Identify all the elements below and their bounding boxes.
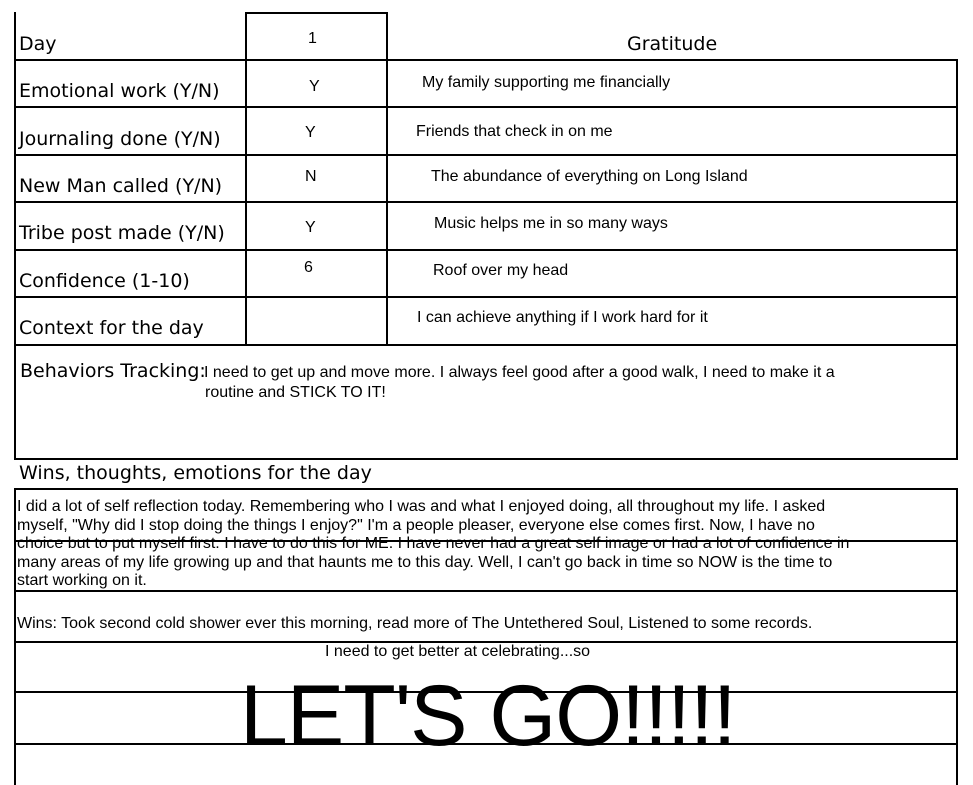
gratitude-item-3: The abundance of everything on Long Island xyxy=(431,168,748,185)
wins-line: Wins: Took second cold shower ever this morning, read more of The Untethered Soul, Listened to some records. xyxy=(17,615,813,632)
reflection-line-2: myself, "Why did I stop doing the things I enjoy?" I'm a people pleaser, everyone else comes first. Now, I have no xyxy=(17,516,815,534)
grid-line xyxy=(14,344,958,346)
grid-line xyxy=(386,12,388,346)
reflection-line-4: many areas of my life growing up and that haunts me to this day. Well, I can't go back in time so NOW is the time to xyxy=(17,553,833,571)
day-label: Day xyxy=(19,33,57,55)
reflection-line-5: start working on it. xyxy=(17,572,147,589)
emotional-work-value: Y xyxy=(309,78,320,95)
tribe-post-label: Tribe post made (Y/N) xyxy=(19,222,225,244)
day-value: 1 xyxy=(308,30,317,47)
tribe-post-value: Y xyxy=(305,219,316,236)
gratitude-item-4: Music helps me in so many ways xyxy=(434,215,668,232)
gratitude-item-2: Friends that check in on me xyxy=(416,123,613,140)
gratitude-item-1: My family supporting me financially xyxy=(422,74,671,91)
context-label: Context for the day xyxy=(19,317,204,339)
gratitude-item-6: I can achieve anything if I work hard for it xyxy=(417,309,708,326)
grid-line xyxy=(14,201,958,203)
grid-line xyxy=(14,296,958,298)
grid-line xyxy=(956,59,958,460)
grid-line xyxy=(14,249,958,251)
journaling-value: Y xyxy=(305,124,316,141)
behaviors-text-line-1: I need to get up and move more. I always feel good after a good walk, I need to make it a xyxy=(204,364,835,381)
grid-line xyxy=(14,59,958,61)
grid-line xyxy=(14,154,958,156)
reflection-line-3: choice but to put myself first. I have to do this for ME. I have never had a great self image or had a lot of confidence in xyxy=(17,535,850,552)
new-man-called-label: New Man called (Y/N) xyxy=(19,175,223,197)
journaling-label: Journaling done (Y/N) xyxy=(19,128,221,150)
gratitude-heading: Gratitude xyxy=(627,33,718,55)
confidence-value: 6 xyxy=(304,259,313,276)
reflection-paragraph xyxy=(17,497,957,591)
new-man-called-value: N xyxy=(305,168,317,185)
grid-line xyxy=(14,488,16,785)
behaviors-label: Behaviors Tracking: xyxy=(20,360,206,382)
confidence-label: Confidence (1-10) xyxy=(19,270,190,292)
grid-line xyxy=(14,488,958,490)
grid-line xyxy=(245,12,388,14)
lets-go-text: LET'S GO!!!!! xyxy=(240,668,736,764)
grid-line xyxy=(245,12,247,346)
gratitude-item-5: Roof over my head xyxy=(433,262,569,279)
reflection-line-1: I did a lot of self reflection today. Remembering who I was and what I enjoyed doing, all throughout my life. I asked xyxy=(17,498,826,515)
wins-heading: Wins, thoughts, emotions for the day xyxy=(19,462,372,484)
grid-line xyxy=(14,106,958,108)
emotional-work-label: Emotional work (Y/N) xyxy=(19,80,220,102)
behaviors-text-line-2: routine and STICK TO IT! xyxy=(205,384,386,401)
celebrate-line: I need to get better at celebrating...so xyxy=(325,643,591,660)
grid-line xyxy=(14,458,958,460)
grid-line xyxy=(14,12,16,460)
